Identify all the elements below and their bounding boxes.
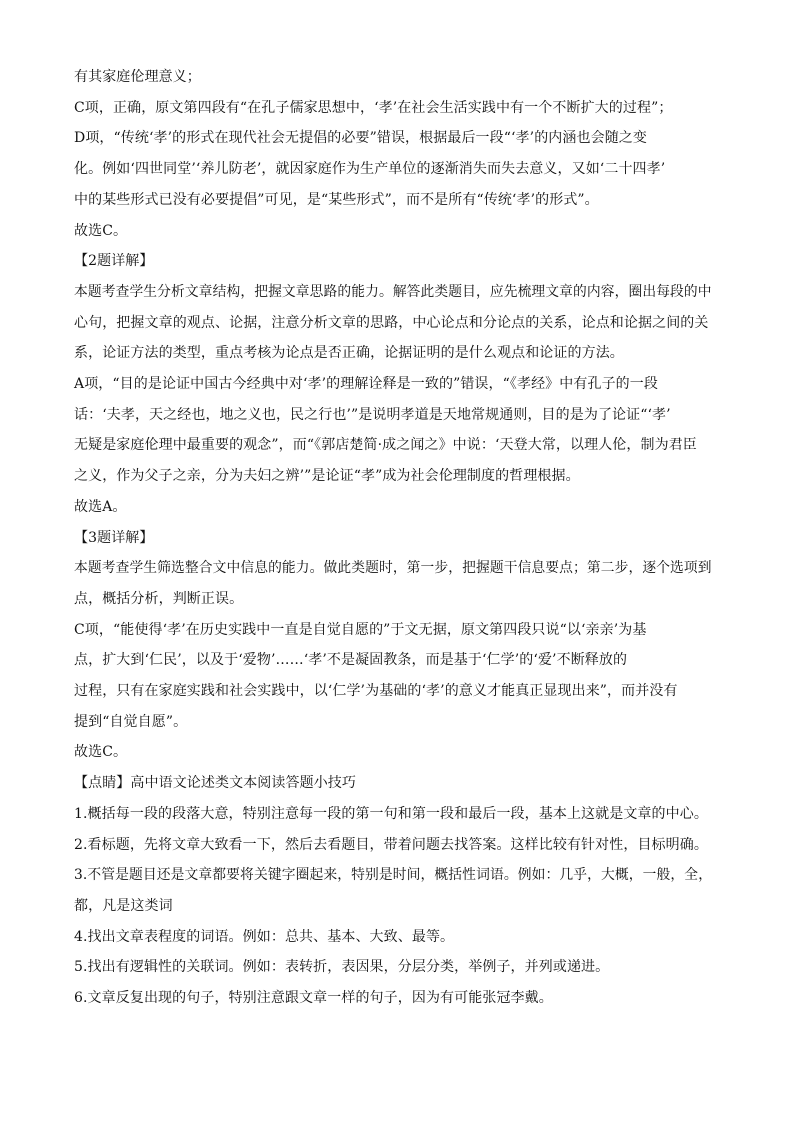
- text-line: D项，“传统‘孝’的形式在现代社会无提倡的必要”错误，根据最后一段“‘孝’的内涵也会随之变: [74, 130, 647, 147]
- text-line: 无疑是家庭伦理中最重要的观念”，而“《郭店楚简·成之闻之》中说：‘天登大常，以理人伦，制为君臣: [74, 437, 697, 454]
- text-line: 6.文章反复出现的句子，特别注意跟文章一样的句子，因为有可能张冠李戴。: [74, 990, 553, 1007]
- text-line: 4.找出文章表程度的词语。例如：总共、基本、大致、最等。: [74, 928, 455, 945]
- text-line: A项，“目的是论证中国古今经典中对‘孝’的理解诠释是一致的”错误，“《孝经》中有孔子的一段: [74, 376, 658, 393]
- text-line: 之义，作为父子之亲，分为夫妇之辨’”是论证“孝”成为社会伦理制度的哲理根据。: [74, 468, 580, 485]
- text-line: 故选A。: [74, 498, 127, 515]
- text-line: 故选C。: [74, 222, 128, 239]
- section-heading: 【2题详解】: [74, 253, 154, 270]
- section-heading: 【3题详解】: [74, 529, 154, 546]
- text-line: 2.看标题，先将文章大致看一下，然后去看题目，带着问题去找答案。这样比较有针对性，目标明确。: [74, 836, 708, 853]
- section-heading: 【点睛】高中语文论述类文本阅读答题小技巧: [74, 775, 356, 792]
- text-line: 1.概括每一段的段落大意，特别注意每一段的第一句和第一段和最后一段，基本上这就是文章的中心。: [74, 805, 708, 822]
- text-line: 系，论证方法的类型，重点考核为论点是否正确，论据证明的是什么观点和论证的方法。: [74, 345, 624, 362]
- text-line: 点，扩大到‘仁民’，以及于‘爱物’……‘孝’不是凝固教条，而是基于‘仁学’的‘爱’不断释放的: [74, 652, 628, 669]
- text-line: 本题考查学生分析文章结构，把握文章思路的能力。解答此类题目，应先梳理文章的内容，圈出每段的中: [74, 283, 712, 300]
- text-line: C项，“能使得‘孝’在历史实践中一直是自觉自愿的”于文无据，原文第四段只说“以‘亲亲’为基: [74, 621, 647, 638]
- text-line: 3.不管是题目还是文章都要将关键字圈起来，特别是时间，概括性词语。例如：几乎，大概，一般，全，: [74, 867, 713, 884]
- text-line: C项，正确，原文第四段有“在孔子儒家思想中，‘孝’在社会生活实践中有一个不断扩大的过程”；: [74, 99, 673, 116]
- text-line: 提到“自觉自愿”。: [74, 713, 188, 730]
- text-line: 过程，只有在家庭实践和社会实践中，以‘仁学’为基础的‘孝’的意义才能真正显现出来”，而并没有: [74, 683, 678, 700]
- text-line: 化。例如‘四世同堂’‘养儿防老’，就因家庭作为生产单位的逐渐消失而失去意义，又如‘二十四孝’: [74, 161, 666, 178]
- text-line: 本题考查学生筛选整合文中信息的能力。做此类题时，第一步，把握题干信息要点；第二步，逐个选项到: [74, 560, 712, 577]
- text-line: 都，凡是这类词: [74, 897, 173, 914]
- text-line: 心句，把握文章的观点、论据，注意分析文章的思路，中心论点和分论点的关系，论点和论据之间的关: [74, 314, 709, 331]
- text-line: 中的某些形式已没有必要提倡”可见，是“某些形式”，而不是所有“传统‘孝’的形式”。: [74, 191, 599, 208]
- text-line: 5.找出有逻辑性的关联词。例如：表转折，表因果，分层分类，举例子，并列或递进。: [74, 959, 610, 976]
- text-line: 有其家庭伦理意义；: [74, 69, 201, 85]
- text-line: 故选C。: [74, 744, 128, 761]
- text-line: 话：‘夫孝，天之经也，地之义也，民之行也’”是说明孝道是天地常规通则，目的是为了论证“‘孝’: [74, 406, 671, 423]
- text-line: 点，概括分析，判断正误。: [74, 590, 244, 607]
